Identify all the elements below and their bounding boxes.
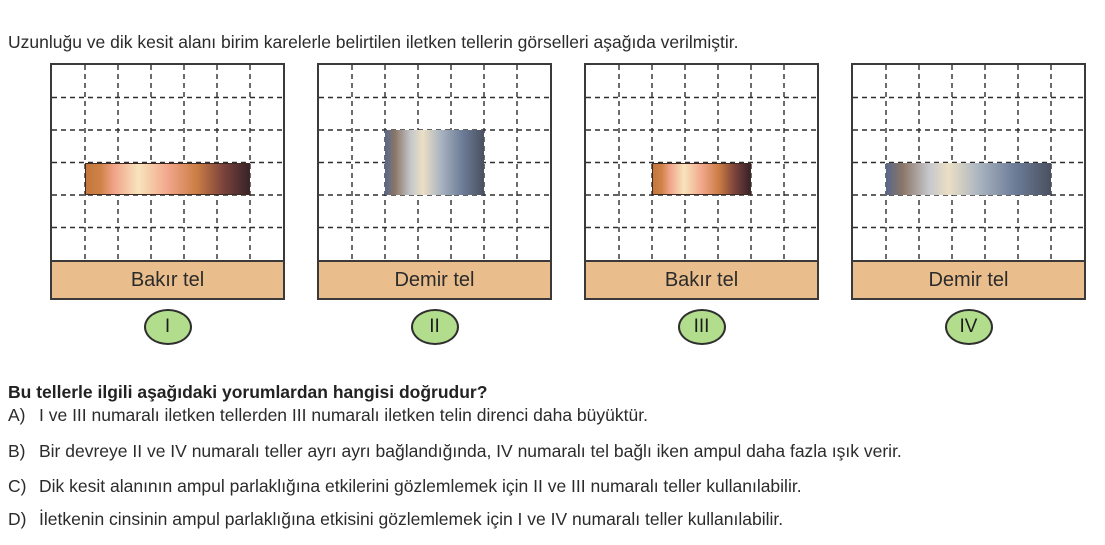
copper-wire-bar-1 <box>85 163 250 196</box>
option-text: I ve III numaralı iletken tellerden III numaralı iletken telin direnci daha büyüktür. <box>39 405 648 425</box>
option-b <box>8 441 1103 462</box>
option-letter: B) <box>8 441 26 461</box>
badge-row <box>851 309 1086 345</box>
option-text: Bir devreye II ve IV numaralı teller ayrı ayrı bağlandığında, IV numaralı tel bağlı iken ampul daha fazla ışık verir. <box>39 441 902 461</box>
material-label-box <box>584 262 819 300</box>
option-letter: A) <box>8 405 26 425</box>
badge-row <box>50 309 285 345</box>
badge-row <box>317 309 552 345</box>
copper-wire-bar-3 <box>652 163 751 196</box>
material-label-box <box>50 262 285 300</box>
iron-wire-bar-2 <box>385 130 484 195</box>
material-label: Demir tel <box>928 268 1009 291</box>
question-text: Bu tellerle ilgili aşağıdaki yorumlardan hangisi doğrudur? <box>8 381 488 402</box>
unit-grid-2 <box>317 63 552 262</box>
material-label-box <box>317 262 552 300</box>
material-label: Bakır tel <box>664 268 739 291</box>
material-label: Demir tel <box>394 268 475 291</box>
panel-number-badge: I <box>144 309 192 345</box>
option-letter: D) <box>8 509 27 529</box>
unit-grid-1 <box>50 63 285 262</box>
wire-panel-4 <box>851 63 1086 345</box>
iron-wire-bar-4 <box>886 163 1051 196</box>
wire-panel-2 <box>317 63 552 345</box>
unit-grid-4 <box>851 63 1086 262</box>
wire-panels-row <box>50 63 1086 345</box>
option-a <box>8 405 1103 426</box>
option-c <box>8 476 1103 497</box>
panel-number-badge: III <box>678 309 726 345</box>
wire-panel-3 <box>584 63 819 345</box>
panel-number-badge: II <box>411 309 459 345</box>
badge-row <box>584 309 819 345</box>
intro-text: Uzunluğu ve dik kesit alanı birim karelerle belirtilen iletken tellerin görselleri aşağıda verilmiştir. <box>8 31 739 52</box>
option-letter: C) <box>8 476 27 496</box>
panel-number-badge: IV <box>945 309 993 345</box>
option-text: İletkenin cinsinin ampul parlaklığına etkisini gözlemlemek için I ve IV numaralı teller kullanılabilir. <box>39 509 784 529</box>
option-d <box>8 509 1103 530</box>
material-label-box <box>851 262 1086 300</box>
option-text: Dik kesit alanının ampul parlaklığına etkilerini gözlemlemek için II ve III numaralı teller kullanılabilir. <box>39 476 802 496</box>
material-label: Bakır tel <box>130 268 205 291</box>
wire-panel-1 <box>50 63 285 345</box>
unit-grid-3 <box>584 63 819 262</box>
